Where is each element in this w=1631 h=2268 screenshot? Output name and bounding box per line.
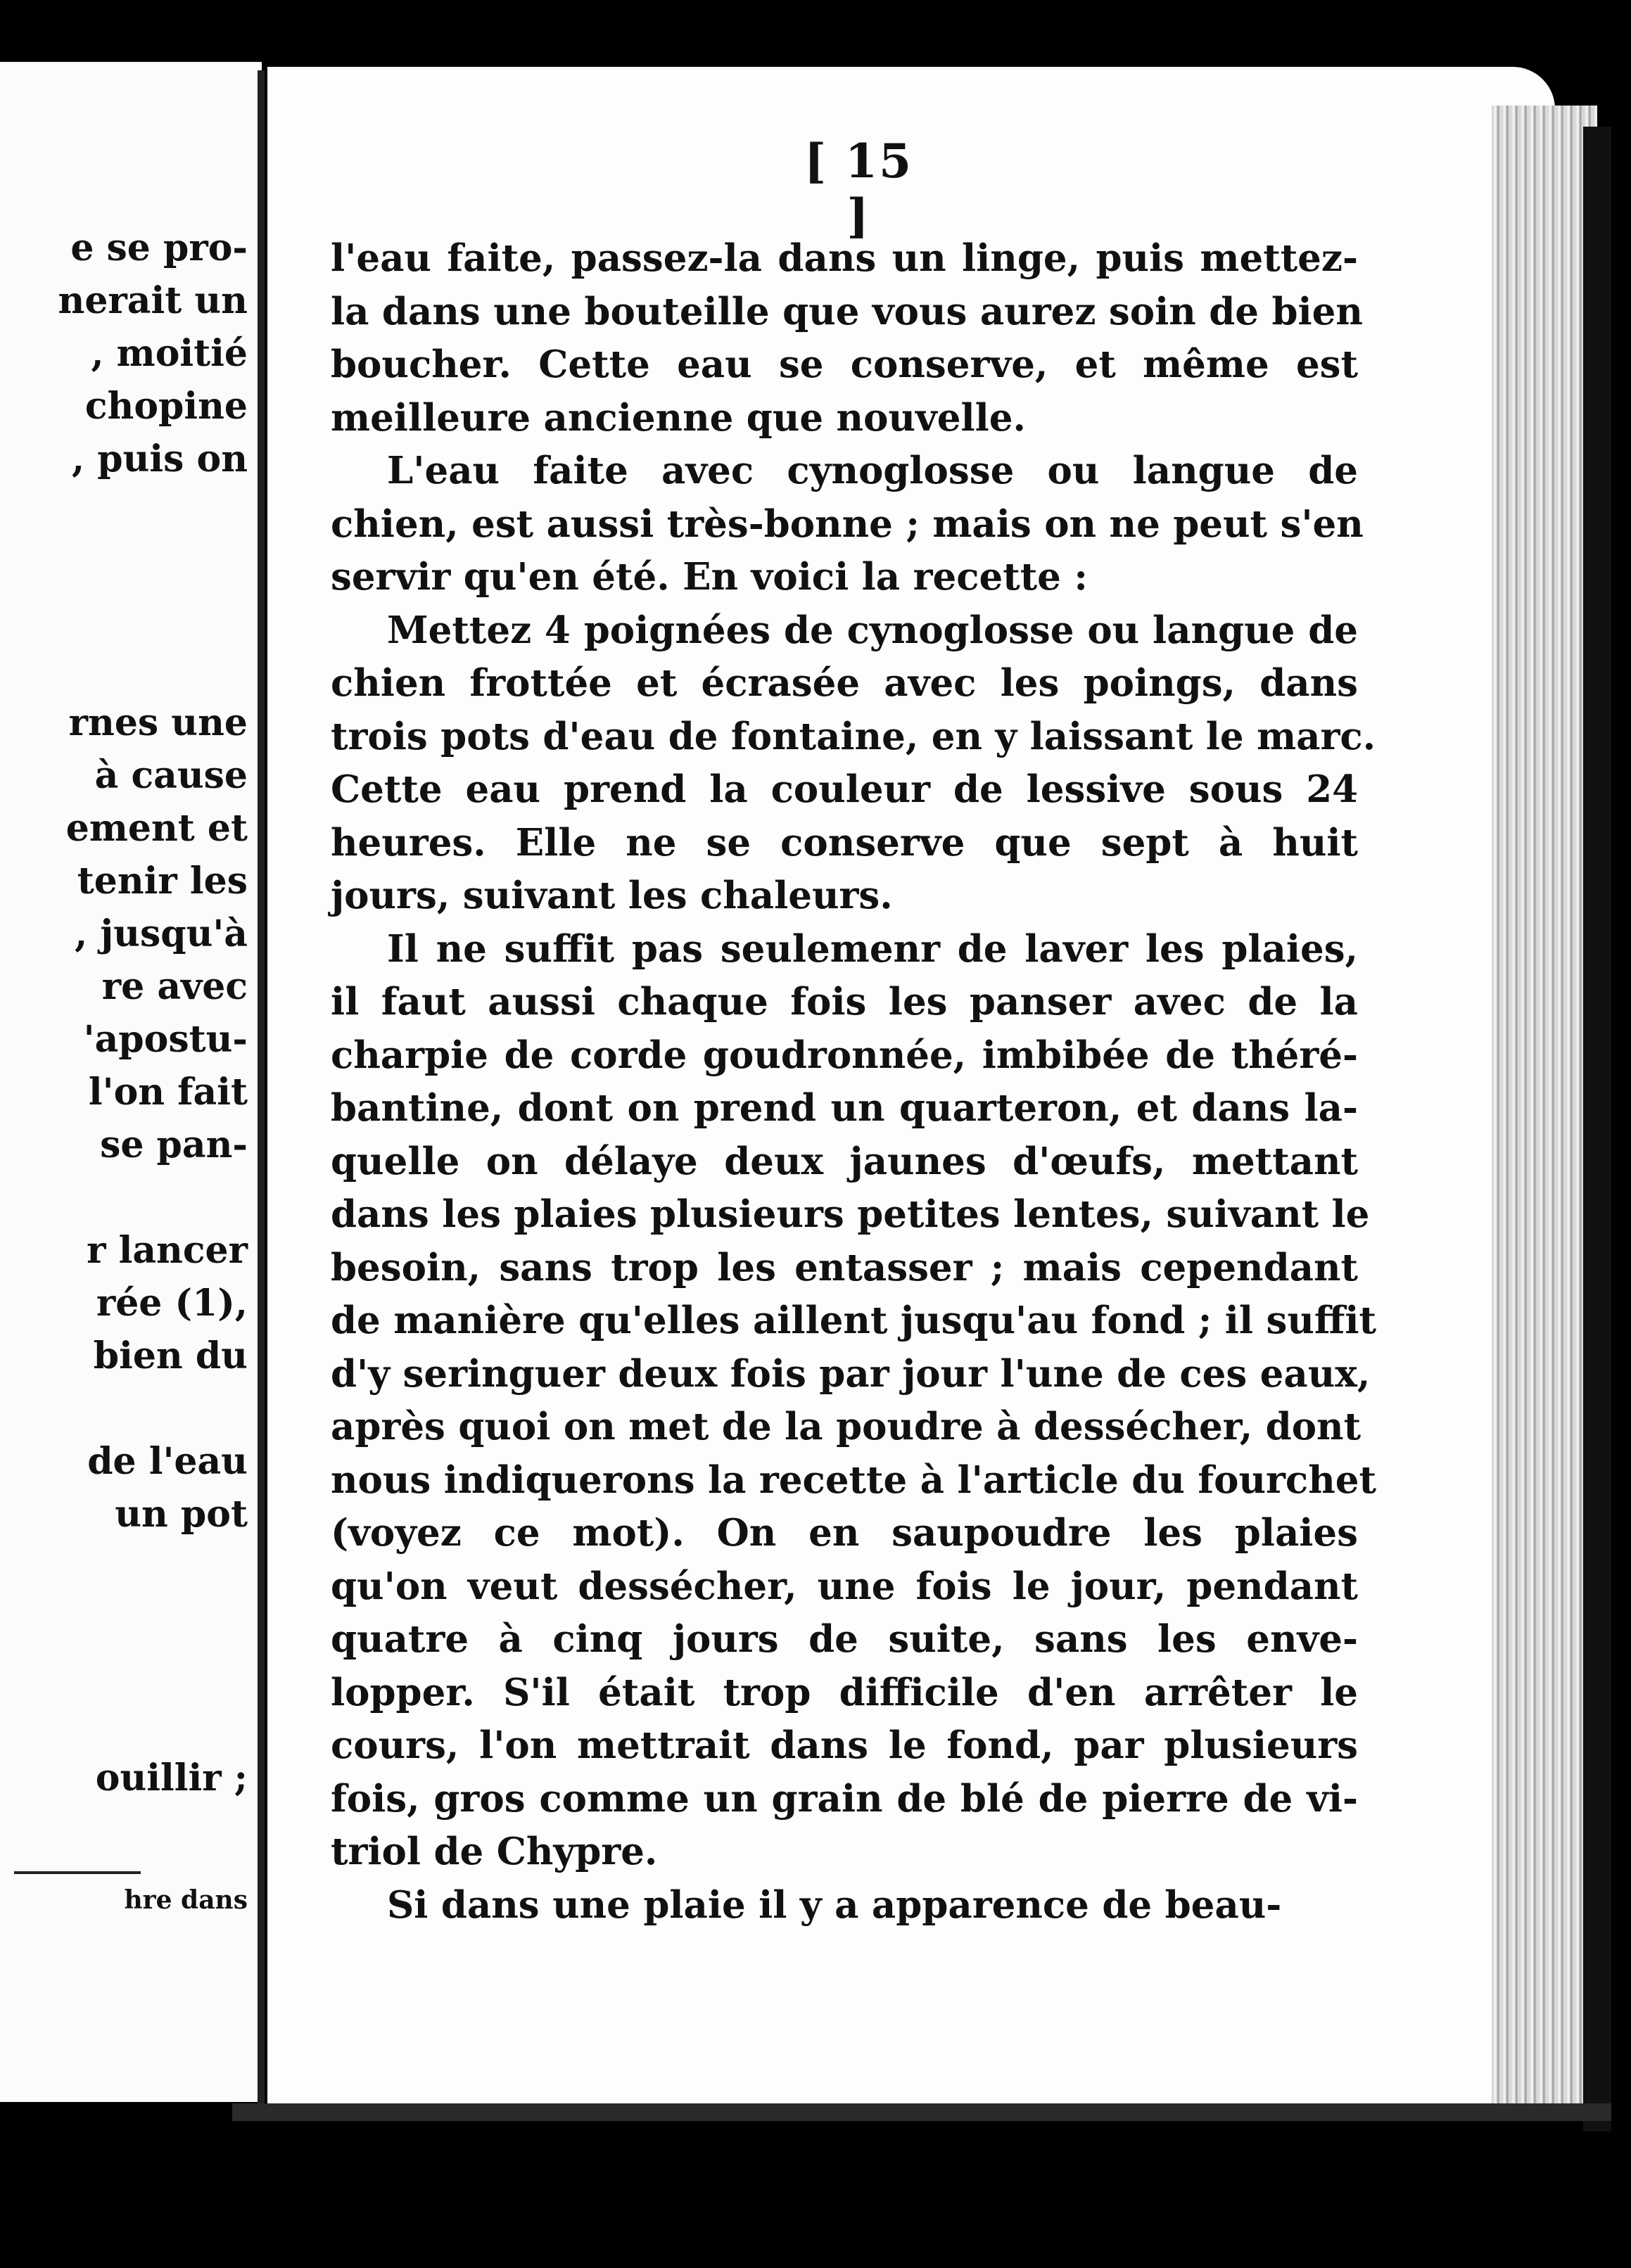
- left-footnote: hre dans: [124, 1885, 248, 1915]
- left-text-line: [0, 538, 248, 591]
- left-text-line: un pot: [115, 1493, 248, 1536]
- paragraph: [331, 445, 1364, 604]
- text-line: cours, l'on mettrait dans le fond, par plusieurs: [331, 1724, 1358, 1767]
- left-text-line: l'on fait: [88, 1071, 248, 1114]
- left-text-line: , jusqu'à: [75, 912, 248, 955]
- body-text: [331, 232, 1376, 1932]
- text-line: dans les plaies plusieurs petites lentes, suivant le: [331, 1192, 1370, 1236]
- left-text-line: [0, 1593, 248, 1646]
- left-text-line: [0, 1646, 248, 1699]
- text-line: jours, suivant les chaleurs.: [331, 874, 893, 917]
- text-line: d'y seringuer deux fois par jour l'une de ces eaux,: [331, 1351, 1371, 1396]
- text-line: servir qu'en été. En voici la recette :: [331, 555, 1088, 599]
- bottom-shadow: [232, 2103, 1611, 2121]
- page-number: [ 15 ]: [804, 134, 913, 243]
- left-text-line: re avec: [101, 965, 248, 1008]
- left-text-line: 'apostu-: [83, 1018, 248, 1061]
- left-text-line: [0, 591, 248, 644]
- left-text-line: bien du: [93, 1334, 248, 1377]
- text-line: Cette eau prend la couleur de lessive sous 24: [331, 767, 1358, 811]
- text-line: Il ne suffit pas seulemenr de laver les plaies,: [387, 926, 1358, 971]
- text-line: besoin, sans trop les entasser ; mais cependant: [331, 1245, 1358, 1289]
- paragraph: [331, 604, 1376, 923]
- left-text-line: e se pro-: [70, 227, 248, 269]
- text-line: L'eau faite avec cynoglosse ou langue de: [387, 449, 1358, 492]
- page-edge-shadow: [1583, 127, 1611, 2132]
- left-text-line: tenir les: [77, 860, 248, 903]
- text-line: meilleure ancienne que nouvelle.: [331, 395, 1026, 440]
- paragraph: [331, 923, 1376, 1879]
- left-text-line: [0, 644, 248, 696]
- text-line: lopper. S'il était trop difficile d'en arrêter le: [331, 1670, 1358, 1714]
- left-text-line: [0, 1382, 248, 1435]
- text-line: fois, gros comme un grain de blé de pierre de vi-: [331, 1776, 1358, 1821]
- footnote-rule: [14, 1871, 141, 1874]
- text-line: charpie de corde goudronnée, imbibée de théré-: [331, 1033, 1358, 1077]
- left-text-line: [0, 1699, 248, 1752]
- text-line: chien frottée et écrasée avec les poings, dans: [331, 661, 1358, 705]
- left-text-line: [0, 1541, 248, 1593]
- left-text-line: [0, 1171, 248, 1224]
- left-text-line: rée (1),: [96, 1282, 248, 1325]
- page-edges: [1492, 106, 1597, 2117]
- left-page-text: [0, 222, 248, 1804]
- text-line: la dans une bouteille que vous aurez soin de bien: [331, 289, 1363, 333]
- left-text-line: ouillir ;: [95, 1757, 248, 1799]
- left-text-line: , puis on: [72, 438, 248, 480]
- text-line: boucher. Cette eau se conserve, et même est: [331, 343, 1358, 386]
- text-line: après quoi on met de la poudre à dessécher, dont: [331, 1405, 1362, 1448]
- text-line: l'eau faite, passez-la dans un linge, puis mettez-: [331, 236, 1358, 280]
- text-line: qu'on veut dessécher, une fois le jour, pendant: [331, 1564, 1358, 1608]
- text-line: triol de Chypre.: [331, 1830, 658, 1873]
- left-text-line: [0, 485, 248, 538]
- text-line: Si dans une plaie il y a apparence de beau-: [387, 1882, 1282, 1927]
- left-text-line: rnes une: [68, 701, 248, 744]
- text-line: (voyez ce mot). On en saupoudre les plaies: [331, 1511, 1358, 1555]
- left-text-line: ement et: [65, 807, 248, 850]
- text-line: bantine, dont on prend un quarteron, et dans la-: [331, 1086, 1358, 1130]
- text-line: heures. Elle ne se conserve que sept à huit: [331, 820, 1358, 865]
- left-text-line: à cause: [94, 754, 248, 797]
- text-line: Mettez 4 poignées de cynoglosse ou langue de: [387, 608, 1358, 652]
- paragraph: [331, 1879, 1358, 1932]
- text-line: chien, est aussi très-bonne ; mais on ne peut s'en: [331, 502, 1364, 546]
- left-text-line: chopine: [84, 385, 248, 428]
- text-line: quatre à cinq jours de suite, sans les enve-: [331, 1617, 1358, 1661]
- text-line: il faut aussi chaque fois les panser avec de la: [331, 980, 1358, 1024]
- paragraph: [331, 232, 1363, 445]
- text-line: de manière qu'elles aillent jusqu'au fond ; il suffit: [331, 1299, 1376, 1342]
- left-text-line: r lancer: [87, 1229, 248, 1272]
- left-text-line: , moitié: [91, 332, 248, 375]
- left-text-line: de l'eau: [87, 1440, 248, 1483]
- book-gutter: [258, 70, 265, 2103]
- text-line: nous indiquerons la recette à l'article du fourchet: [331, 1458, 1376, 1502]
- left-text-line: nerait un: [58, 279, 248, 322]
- left-text-line: se pan-: [100, 1123, 248, 1166]
- text-line: trois pots d'eau de fontaine, en y laissant le marc.: [331, 714, 1376, 758]
- text-line: quelle on délaye deux jaunes d'œufs, mettant: [331, 1139, 1358, 1183]
